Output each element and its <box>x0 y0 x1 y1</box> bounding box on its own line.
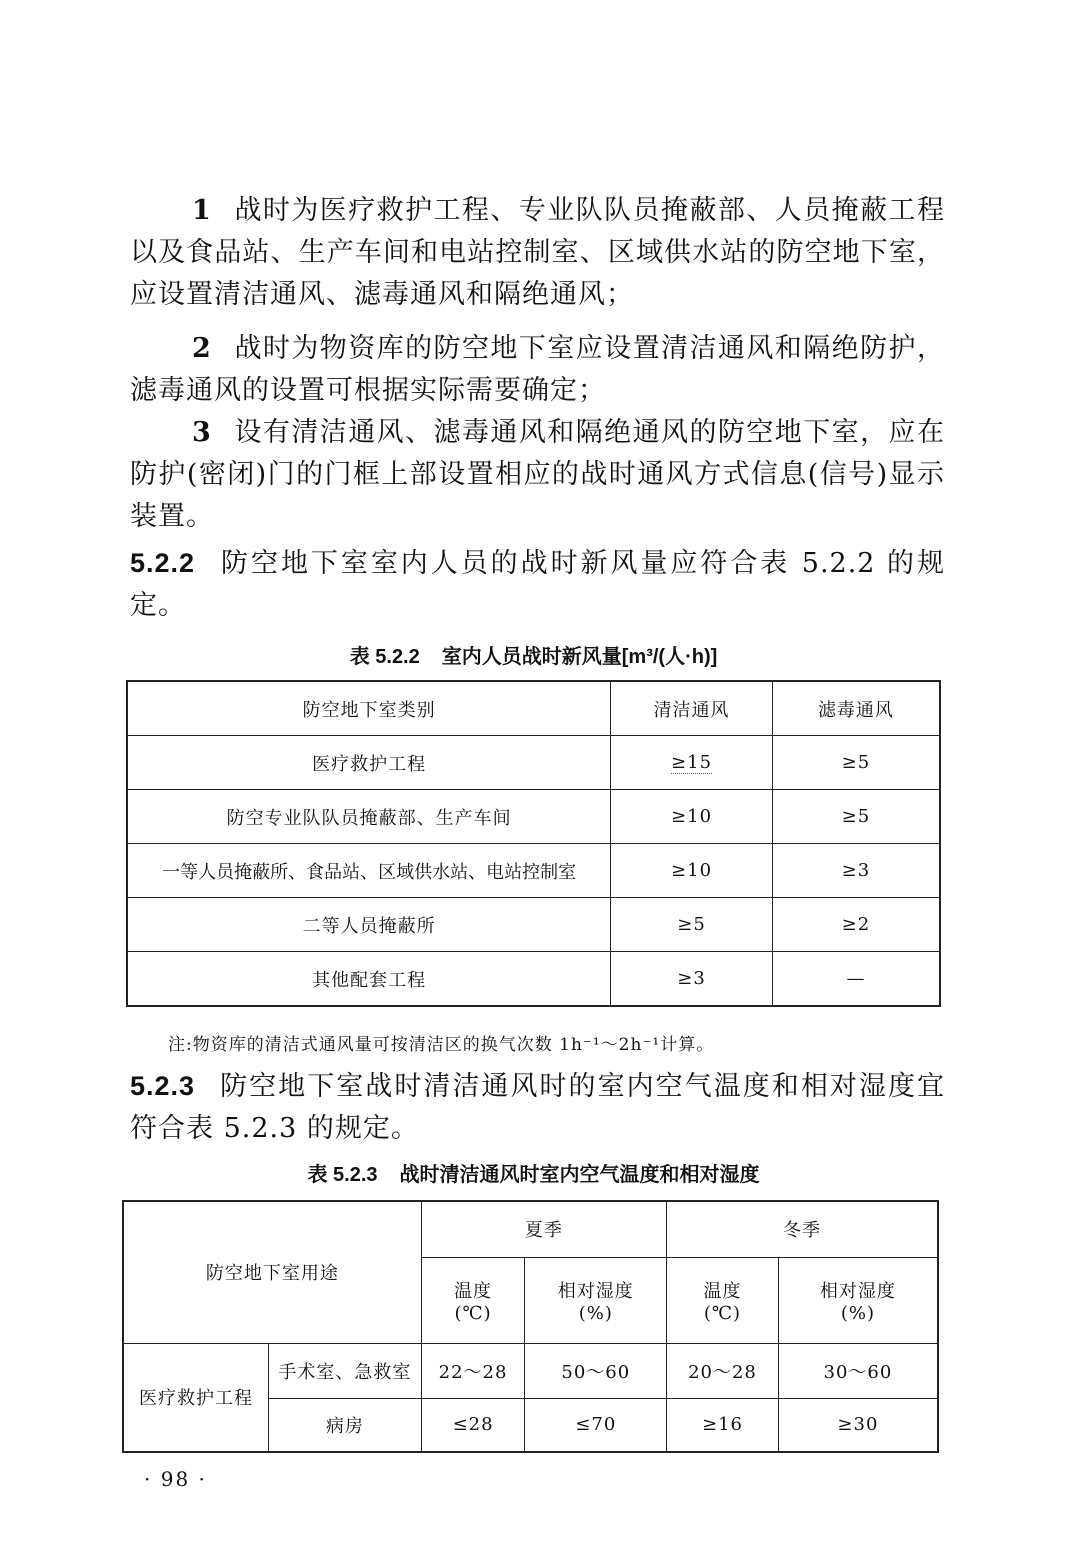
cell-filter: — <box>772 952 940 1007</box>
group-medical: 医疗救护工程 <box>123 1343 269 1452</box>
caption-title: 室内人员战时新风量[m³/(人·h)] <box>441 646 718 668</box>
item-number: 2 <box>192 333 212 364</box>
rh-label: 相对湿度 <box>819 1280 896 1302</box>
header-category: 防空地下室类别 <box>127 681 611 736</box>
table-row <box>127 790 940 844</box>
clause-5-2-2 <box>130 542 945 627</box>
cell-filter: ≥5 <box>772 736 940 790</box>
cell-clean <box>611 736 773 790</box>
rh-unit: (%) <box>840 1302 875 1324</box>
header-use: 防空地下室用途 <box>123 1201 421 1343</box>
item-1 <box>130 190 945 316</box>
clause-number: 5.2.2 <box>130 548 196 578</box>
temp-label: 温度 <box>454 1280 493 1302</box>
item-2 <box>130 328 945 412</box>
table-5-2-3-caption <box>0 1158 1067 1187</box>
table-row <box>127 844 940 898</box>
header-filter-ventilation: 滤毒通风 <box>772 681 940 736</box>
table-5-2-3 <box>122 1200 939 1453</box>
table-5-2-2 <box>126 680 941 1007</box>
item-number: 3 <box>192 417 212 448</box>
header-winter-temp <box>667 1257 779 1343</box>
cell-clean: ≥5 <box>611 898 773 952</box>
cell-winter-temp: ≥16 <box>667 1398 779 1452</box>
cell-winter-rh: ≥30 <box>778 1398 938 1452</box>
table-row <box>123 1343 938 1398</box>
table-note: 注:物资库的清洁式通风量可按清洁区的换气次数 1h⁻¹～2h⁻¹计算。 <box>168 1035 715 1055</box>
caption-number: 表 5.2.2 <box>349 646 420 668</box>
cell-summer-rh: 50～60 <box>525 1343 667 1398</box>
cell-category: 其他配套工程 <box>127 952 611 1007</box>
caption-number: 表 5.2.3 <box>307 1164 378 1186</box>
clause-5-2-3 <box>130 1065 945 1150</box>
table-5-2-2-caption <box>0 640 1067 669</box>
cell-category: 防空专业队队员掩蔽部、生产车间 <box>127 790 611 844</box>
item-text: 战时为医疗救护工程、专业队队员掩蔽部、人员掩蔽工程以及食品站、生产车间和电站控制室、区域供水站的防空地下室，应设置清洁通风、滤毒通风和隔绝通风； <box>130 195 945 310</box>
item-text: 设有清洁通风、滤毒通风和隔绝通风的防空地下室，应在防护(密闭)门的门框上部设置相应的战时通风方式信息(信号)显示装置。 <box>130 417 945 532</box>
rh-unit: (%) <box>578 1302 613 1324</box>
cell-clean: ≥10 <box>611 790 773 844</box>
cell-room: 病房 <box>269 1398 422 1452</box>
cell-filter: ≥5 <box>772 790 940 844</box>
rh-label: 相对湿度 <box>557 1280 634 1302</box>
cell-category: 一等人员掩蔽所、食品站、区域供水站、电站控制室 <box>127 844 611 898</box>
clause-number: 5.2.3 <box>130 1071 196 1101</box>
temp-unit: (℃) <box>703 1302 742 1324</box>
cell-summer-rh: ≤70 <box>525 1398 667 1452</box>
item-text: 战时为物资库的防空地下室应设置清洁通风和隔绝防护，滤毒通风的设置可根据实际需要确定； <box>130 333 945 406</box>
header-summer-temp <box>421 1257 525 1343</box>
header-winter: 冬季 <box>667 1201 938 1257</box>
item-number: 1 <box>192 195 212 226</box>
header-winter-rh <box>778 1257 938 1343</box>
table-header-row <box>127 681 940 736</box>
clause-text: 防空地下室战时清洁通风时的室内空气温度和相对湿度宜符合表 5.2.3 的规定。 <box>130 1071 945 1144</box>
cell-summer-temp: ≤28 <box>421 1398 525 1452</box>
cell-winter-temp: 20～28 <box>667 1343 779 1398</box>
cell-filter: ≥2 <box>772 898 940 952</box>
cell-clean-value: ≥15 <box>671 752 713 773</box>
header-summer-rh <box>525 1257 667 1343</box>
cell-winter-rh: 30～60 <box>778 1343 938 1398</box>
clause-text: 防空地下室室内人员的战时新风量应符合表 5.2.2 的规定。 <box>130 548 945 621</box>
page-number: · 98 · <box>144 1467 207 1491</box>
table-header-row <box>123 1201 938 1257</box>
cell-room: 手术室、急救室 <box>269 1343 422 1398</box>
temp-label: 温度 <box>703 1280 742 1302</box>
cell-category: 二等人员掩蔽所 <box>127 898 611 952</box>
item-3 <box>130 412 945 538</box>
header-clean-ventilation: 清洁通风 <box>611 681 773 736</box>
cell-filter: ≥3 <box>772 844 940 898</box>
cell-clean: ≥10 <box>611 844 773 898</box>
temp-unit: (℃) <box>454 1302 492 1324</box>
header-summer: 夏季 <box>421 1201 666 1257</box>
table-row <box>127 736 940 790</box>
cell-clean: ≥3 <box>611 952 773 1007</box>
cell-category: 医疗救护工程 <box>127 736 611 790</box>
cell-summer-temp: 22～28 <box>421 1343 525 1398</box>
table-row <box>127 952 940 1007</box>
caption-title: 战时清洁通风时室内空气温度和相对湿度 <box>399 1164 760 1186</box>
table-row <box>127 898 940 952</box>
